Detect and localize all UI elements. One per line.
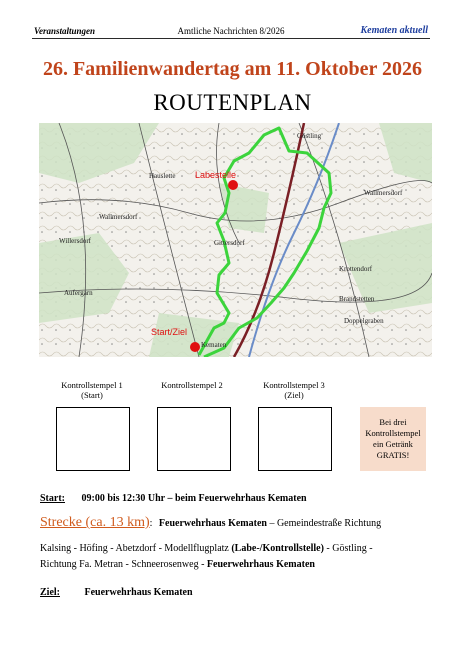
stamp-3-sub: (Ziel)	[284, 390, 304, 400]
town-label: Willersdorf	[59, 237, 91, 245]
strecke-line1-rest: – Gemeindestraße Richtung	[269, 518, 382, 529]
map-svg	[39, 123, 432, 357]
strecke-line-1	[40, 515, 430, 531]
town-label: Aufergarn	[64, 289, 93, 297]
stamp-3-title: Kontrollstempel 3	[263, 380, 325, 390]
stamp-3-box	[258, 407, 332, 471]
town-label: Wallmersdorf	[364, 189, 403, 197]
header-publication: Amtliche Nachrichten 8/2026	[177, 26, 285, 36]
strecke-stops: Kalsing - Höfing - Abetzdorf - Modellflugplatz	[40, 543, 229, 554]
start-ziel-marker	[190, 342, 200, 352]
start-row	[40, 493, 307, 504]
ziel-place: Feuerwehrhaus Kematen	[84, 587, 193, 598]
page-title: 26. Familienwandertag am 11. Oktober 2026	[42, 58, 423, 80]
strecke-labestelle: (Labe-/Kontrollstelle)	[231, 543, 324, 554]
stamp-1-box	[56, 407, 130, 471]
header-brand: Kematen aktuell	[360, 25, 428, 36]
stamp-2-box	[157, 407, 231, 471]
town-label: Kematen	[201, 341, 227, 349]
strecke-line-2	[40, 543, 430, 554]
town-label: Göstling	[297, 132, 322, 140]
gratis-text: Bei drei Kontrollstempel ein Getränk GRATIS!	[365, 417, 421, 460]
labestelle-marker	[228, 180, 238, 190]
stamp-1-title: Kontrollstempel 1	[61, 380, 123, 390]
stamp-3-label	[254, 380, 334, 400]
strecke-end: Feuerwehrhaus Kematen	[206, 559, 315, 570]
stamp-2-title: Kontrollstempel 2	[161, 380, 223, 390]
strecke-label: Strecke (ca. 13 km)	[40, 515, 150, 530]
strecke-colon: :	[149, 518, 153, 529]
start-ziel-label: Start/Ziel	[151, 327, 188, 337]
strecke-line-3	[40, 559, 430, 570]
page-subtitle: ROUTENPLAN	[153, 90, 312, 115]
start-label: Start:	[40, 493, 65, 504]
stamp-1-label	[52, 380, 132, 400]
ziel-label: Ziel:	[40, 587, 60, 598]
town-label: Hauslette	[149, 172, 176, 180]
labestelle-label: Labestelle	[195, 170, 237, 180]
stamp-2-label	[152, 380, 232, 390]
town-label: Wallmersdorf	[99, 213, 138, 221]
strecke-goestling: - Göstling -	[326, 543, 373, 554]
start-time: 09:00 bis 12:30 Uhr	[81, 493, 165, 504]
gratis-note	[360, 407, 426, 471]
route-map	[39, 123, 432, 357]
town-label: Doppelgraben	[344, 317, 384, 325]
strecke-start: Feuerwehrhaus Kematen	[158, 518, 267, 529]
ziel-row	[40, 587, 193, 598]
town-label: Krottendorf	[339, 265, 373, 273]
page-header	[32, 24, 430, 39]
start-place: – beim Feuerwehrhaus Kematen	[167, 493, 307, 504]
town-label: Brandstetten	[339, 295, 375, 303]
town-label: Gittersdorf	[214, 239, 245, 247]
header-section: Veranstaltungen	[34, 26, 96, 36]
strecke-direction: Richtung Fa. Metran - Schneerosenweg -	[40, 559, 205, 570]
stamp-1-sub: (Start)	[81, 390, 103, 400]
